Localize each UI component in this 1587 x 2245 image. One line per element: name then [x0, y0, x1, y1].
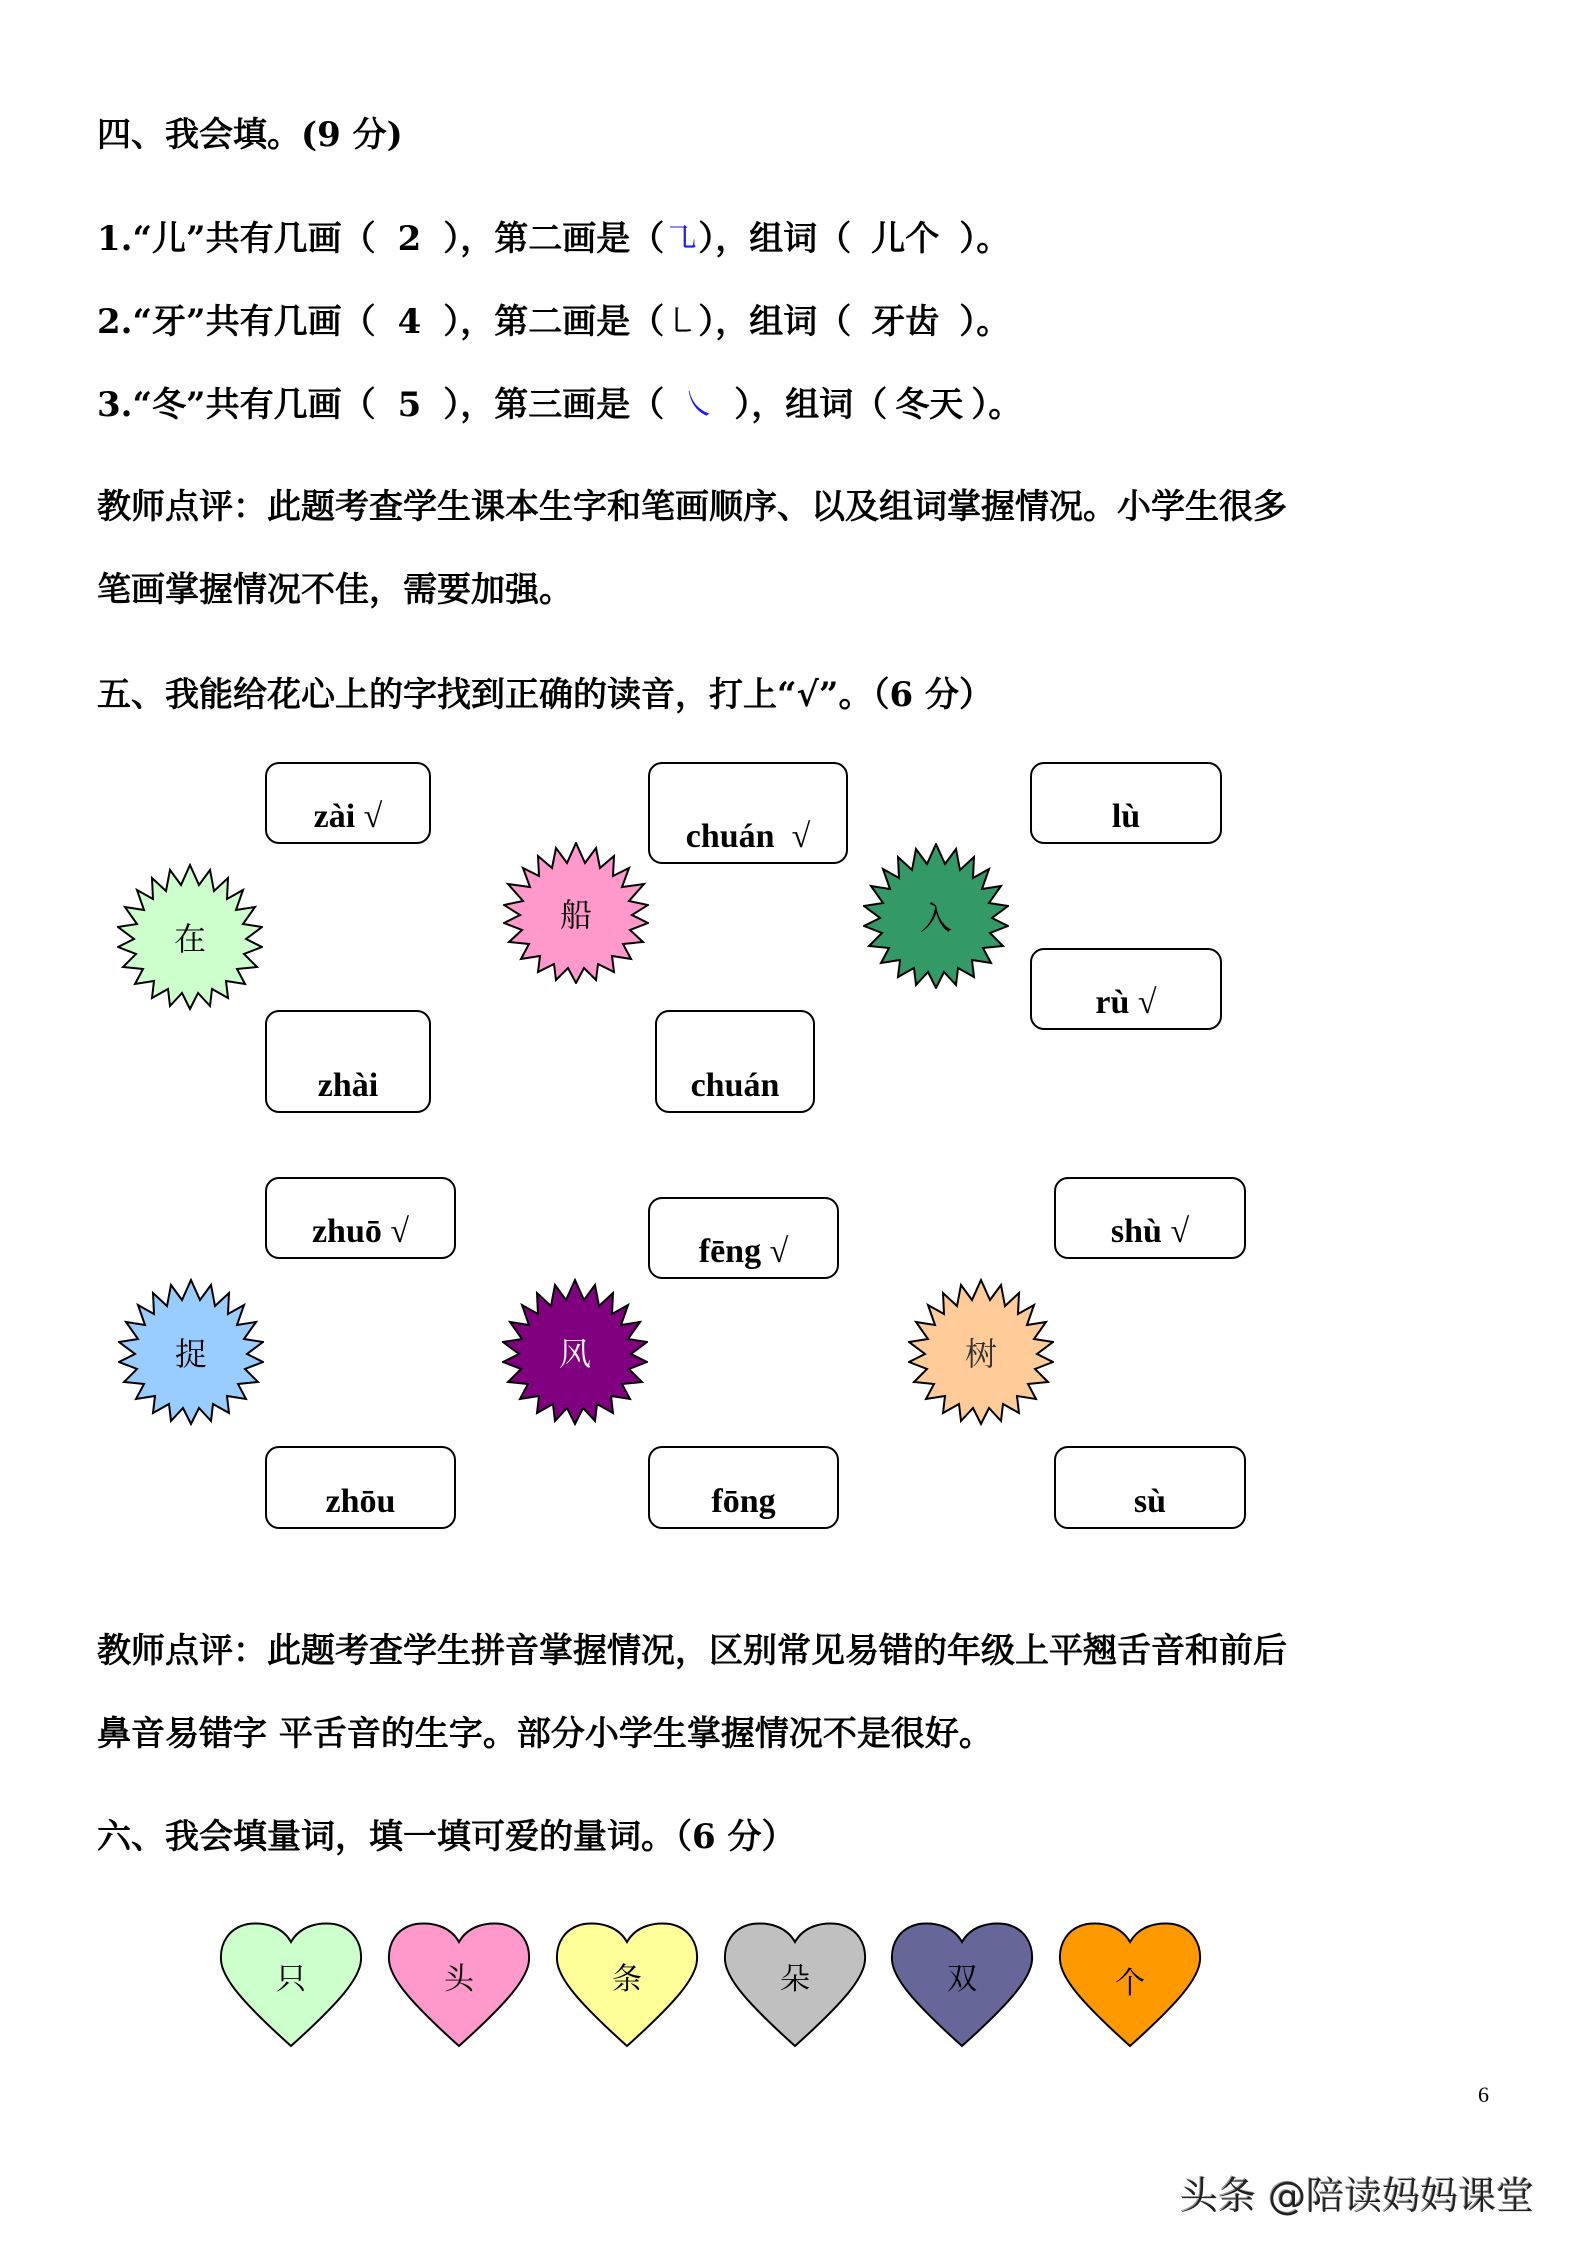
measure-word-heart: [554, 1920, 700, 2050]
pinyin-option-box[interactable]: [648, 762, 848, 864]
pinyin-option: zài √: [313, 798, 383, 835]
flower-character: 在: [173, 920, 206, 958]
question-2: [97, 302, 1011, 342]
flower-star-zai: [117, 863, 263, 1011]
question-prefix: 1.“儿”共有几画（: [97, 219, 376, 259]
pinyin-option: lù: [1111, 798, 1141, 835]
pinyin-option-box[interactable]: [648, 1197, 839, 1279]
question-prefix: 2.“牙”共有几画（: [97, 302, 376, 342]
stroke-count-answer: 4: [397, 302, 422, 342]
section6-heading: 六、我会填量词，填一填可爱的量词。（6 分）: [97, 1817, 796, 1857]
flower-star-feng: [502, 1278, 648, 1426]
stroke-answer: ㇏: [682, 385, 717, 425]
measure-word: 朵: [780, 1961, 810, 1997]
pinyin-option-box[interactable]: [1054, 1177, 1246, 1259]
question-3: [97, 385, 1023, 425]
question-mid2: ），组词（: [698, 219, 852, 259]
stroke-count-answer: 5: [397, 385, 422, 425]
word-answer: 冬天: [895, 385, 964, 425]
measure-word: 个: [1115, 1965, 1145, 2001]
pinyin-option-box[interactable]: [1030, 948, 1222, 1030]
pinyin-option-box[interactable]: [265, 762, 431, 844]
section4-heading: 四、我会填。(9 分): [97, 115, 403, 155]
pinyin-option: chuán √: [685, 818, 811, 855]
question-end: ）。: [959, 219, 1011, 259]
page-number: 6: [1478, 2082, 1489, 2107]
watermark: 头条 @陪读妈妈课堂: [1180, 2174, 1535, 2218]
flower-character: 船: [559, 896, 592, 934]
teacher-comment-4-line1: 教师点评：此题考查学生课本生字和笔画顺序、以及组词掌握情况。小学生很多: [97, 487, 1287, 527]
pinyin-option: sù: [1133, 1483, 1167, 1520]
question-mid2: ），组词（: [734, 385, 888, 425]
pinyin-option: zhài: [317, 1067, 379, 1104]
measure-word: 双: [947, 1961, 977, 1997]
section5-heading: 五、我能给花心上的字找到正确的读音，打上“√”。（6 分）: [97, 675, 993, 715]
pinyin-option-box[interactable]: [648, 1446, 839, 1529]
pinyin-option: zhōu: [325, 1483, 396, 1520]
stroke-answer: ㇄: [664, 302, 699, 342]
question-mid: ），第三画是（: [443, 385, 665, 425]
teacher-comment-5-line2: 鼻音易错字 平舌音的生字。部分小学生掌握情况不是很好。: [97, 1714, 993, 1754]
stroke-count-answer: 2: [397, 219, 422, 259]
question-end: ）。: [971, 385, 1023, 425]
pinyin-option-box[interactable]: [1030, 762, 1222, 844]
flower-character: 树: [964, 1335, 997, 1373]
flower-star-ru: [863, 843, 1009, 989]
pinyin-option: zhuō √: [311, 1213, 410, 1250]
flower-character: 入: [919, 899, 952, 937]
pinyin-option-box[interactable]: [265, 1177, 456, 1259]
measure-word-heart: [1057, 1920, 1203, 2050]
pinyin-option-box[interactable]: [1054, 1446, 1246, 1529]
question-prefix: 3.“冬”共有几画（: [97, 385, 376, 425]
measure-word: 条: [612, 1961, 642, 1997]
measure-word-heart: [218, 1920, 364, 2050]
stroke-answer: ㇈: [664, 219, 699, 259]
word-answer: 儿个: [871, 219, 940, 259]
measure-word-heart: [722, 1920, 868, 2050]
measure-word-heart: [386, 1920, 532, 2050]
flower-character: 风: [558, 1335, 591, 1373]
pinyin-option-box[interactable]: [655, 1010, 815, 1113]
question-end: ）。: [959, 302, 1011, 342]
teacher-comment-5-line1: 教师点评：此题考查学生拼音掌握情况，区别常见易错的年级上平翘舌音和前后: [97, 1631, 1287, 1671]
pinyin-option: fēng √: [698, 1233, 789, 1270]
question-mid: ），第二画是（: [443, 302, 665, 342]
word-answer: 牙齿: [871, 302, 940, 342]
pinyin-option-box[interactable]: [265, 1446, 456, 1529]
pinyin-option: chuán: [690, 1067, 780, 1104]
question-mid2: ），组词（: [698, 302, 852, 342]
measure-word-heart: [889, 1920, 1035, 2050]
pinyin-option: rù √: [1095, 984, 1157, 1021]
flower-star-zhuo: [118, 1278, 264, 1426]
pinyin-option-box[interactable]: [265, 1010, 431, 1113]
measure-word: 只: [276, 1961, 306, 1997]
pinyin-option: fōng: [711, 1483, 776, 1520]
flower-character: 捉: [174, 1335, 207, 1373]
flower-star-shu: [908, 1278, 1054, 1426]
pinyin-option: shù √: [1110, 1213, 1190, 1250]
question-1: [97, 219, 1011, 259]
question-mid: ），第二画是（: [443, 219, 665, 259]
measure-word: 头: [444, 1961, 474, 1997]
teacher-comment-4-line2: 笔画掌握情况不佳，需要加强。: [97, 570, 573, 610]
flower-star-chuan: [503, 842, 649, 984]
